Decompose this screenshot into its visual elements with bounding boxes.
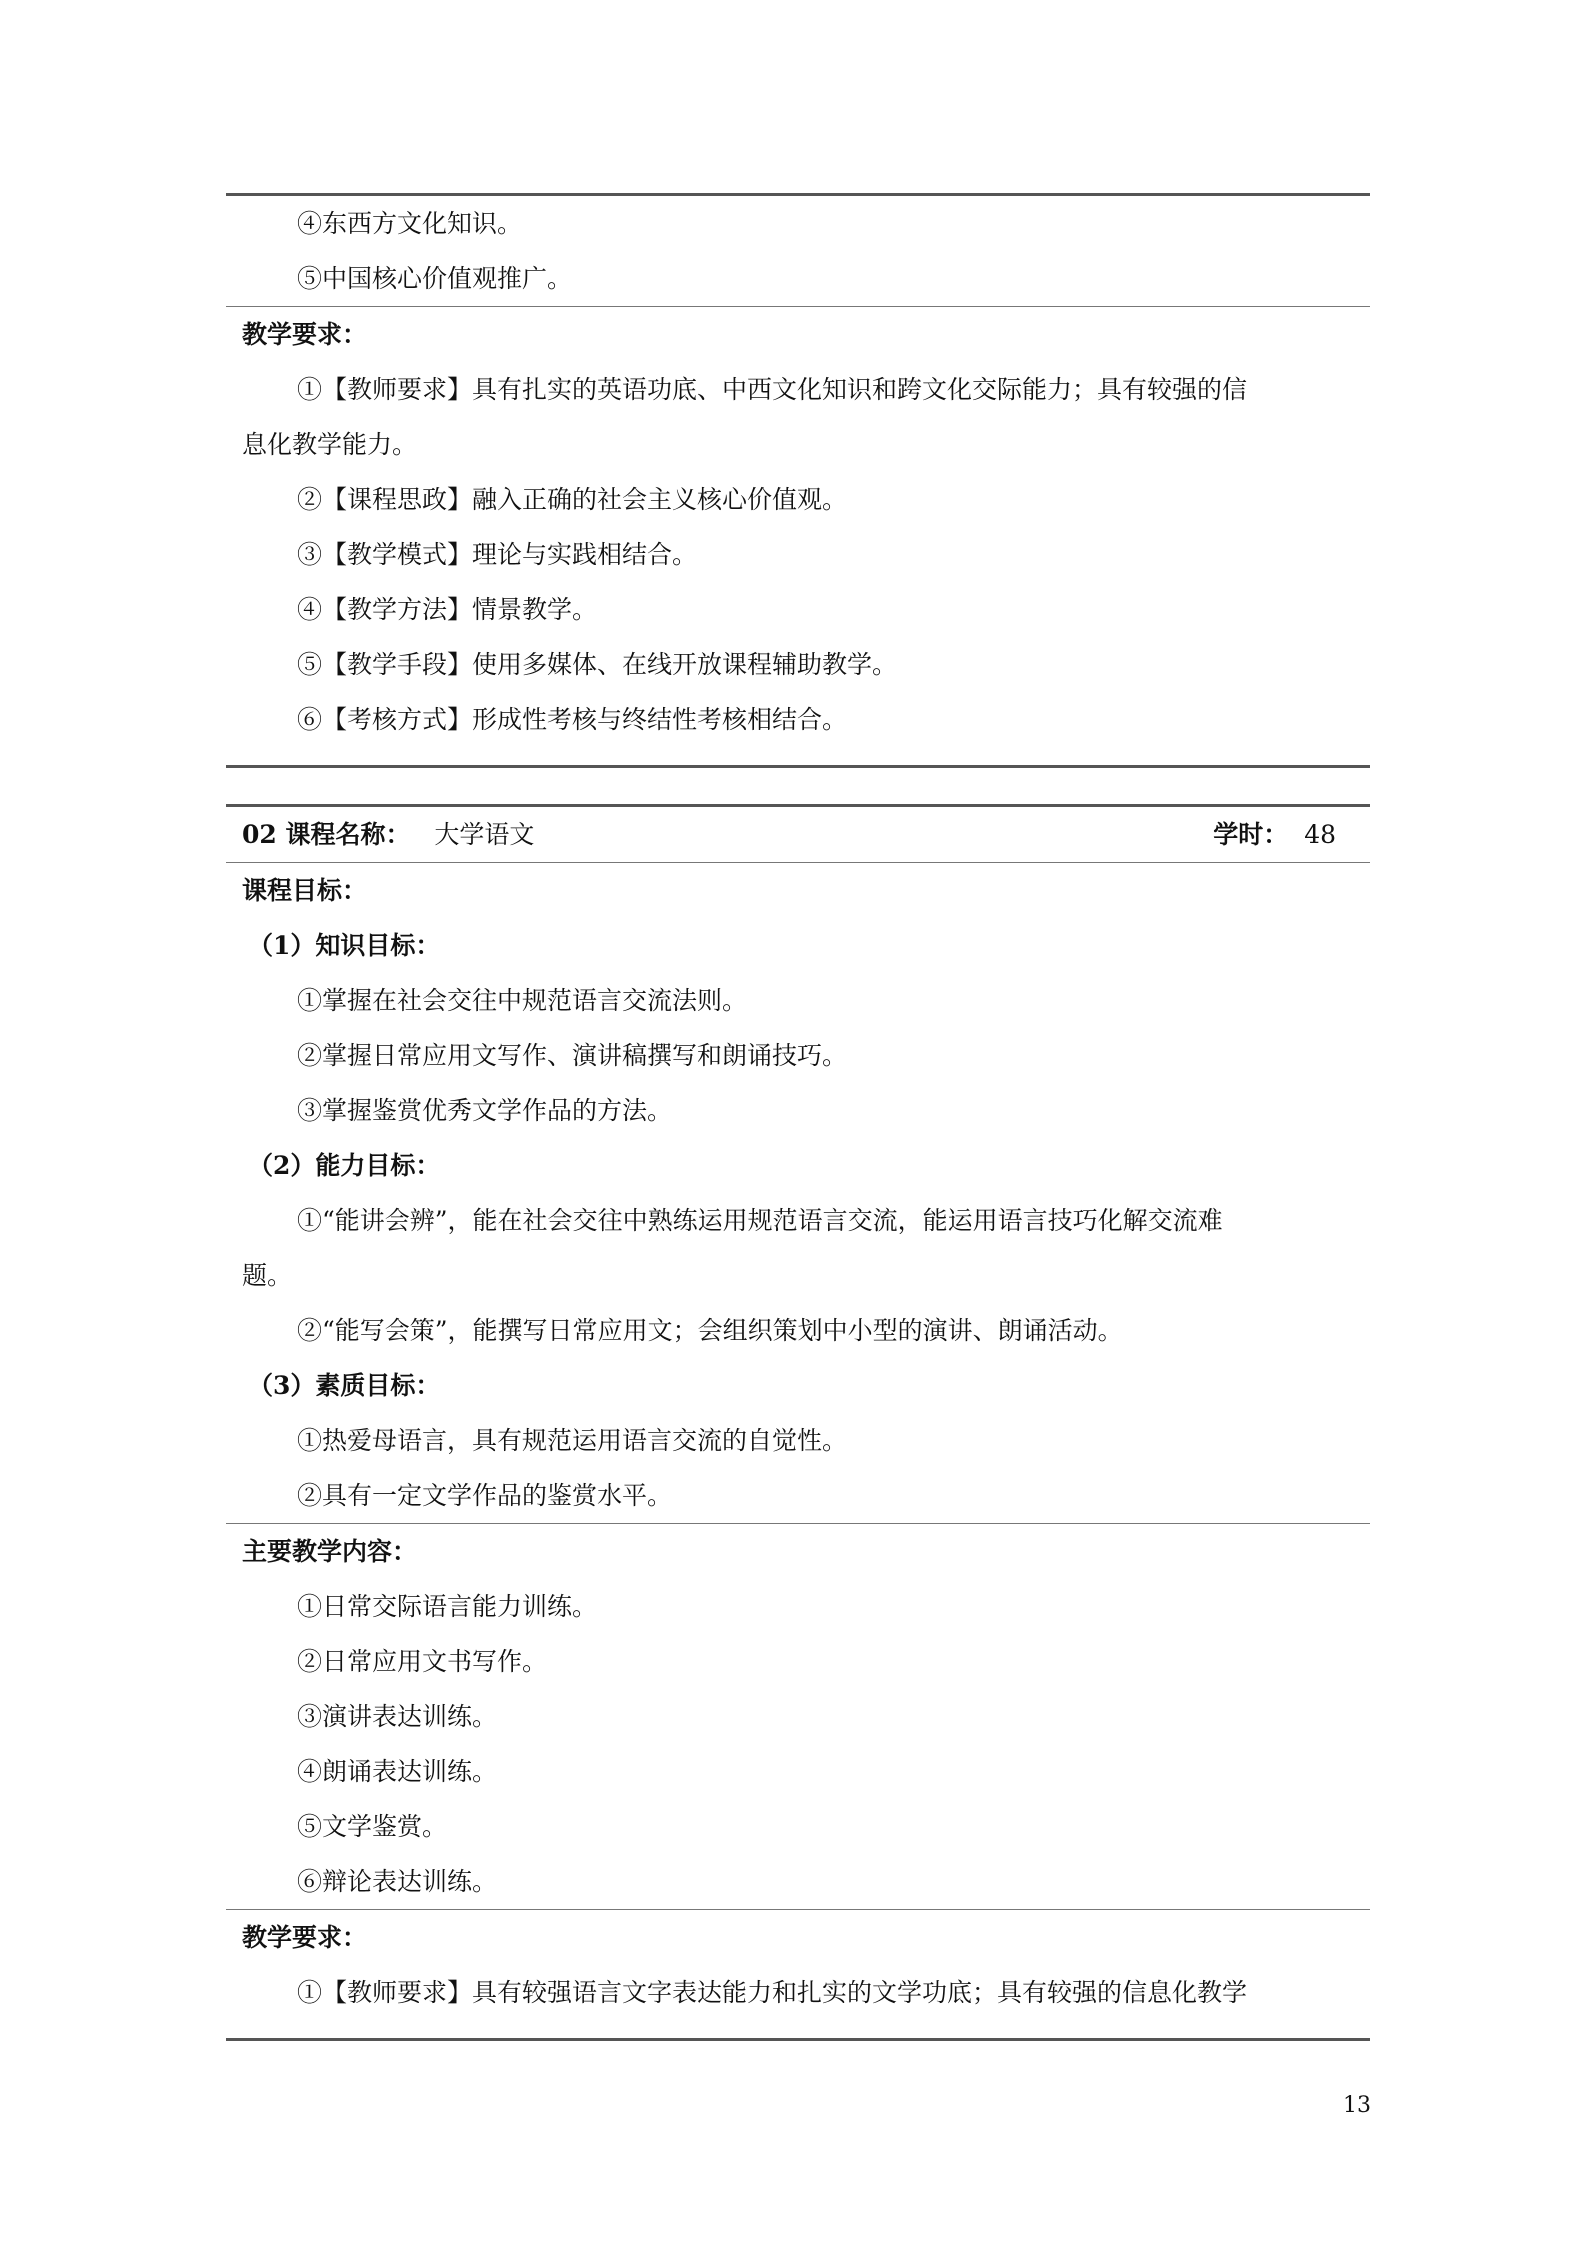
ability-item: ②“能写会策”，能撰写日常应用文；会组织策划中小型的演讲、朗诵活动。 — [297, 1316, 1123, 1345]
requirement-item-continued: 息化教学能力。 — [242, 430, 418, 459]
page-number: 13 — [1343, 2093, 1371, 2118]
knowledge-item: ②掌握日常应用文写作、演讲稿撰写和朗诵技巧。 — [297, 1041, 848, 1070]
content-item: ④东西方文化知识。 — [297, 209, 523, 238]
requirement-item: ②【课程思政】融入正确的社会主义核心价值观。 — [297, 485, 848, 514]
content-item: ⑥辩论表达训练。 — [297, 1867, 498, 1896]
ability-heading: （2）能力目标： — [248, 1151, 441, 1180]
requirements-heading: 教学要求： — [242, 1923, 368, 1952]
content-item: ⑤文学鉴赏。 — [297, 1812, 448, 1841]
content-item: ②日常应用文书写作。 — [297, 1647, 548, 1676]
quality-item: ②具有一定文学作品的鉴赏水平。 — [297, 1481, 673, 1510]
content-item: ⑤中国核心价值观推广。 — [297, 264, 573, 293]
course-hours-label: 学时： — [1213, 820, 1289, 849]
content-item: ④朗诵表达训练。 — [297, 1757, 498, 1786]
bottom-rule — [226, 2038, 1370, 2041]
requirements-heading: 教学要求： — [242, 320, 368, 349]
section-1 — [226, 193, 1370, 768]
quality-heading: （3）素质目标： — [248, 1371, 441, 1400]
course-name — [242, 807, 534, 862]
ability-item-continued: 题。 — [242, 1261, 293, 1290]
course-name-value: 大学语文 — [434, 820, 535, 849]
requirement-item: ⑥【考核方式】形成性考核与终结性考核相结合。 — [297, 705, 848, 734]
content-item: ③演讲表达训练。 — [297, 1702, 498, 1731]
requirement-item: ①【教师要求】具有扎实的英语功底、中西文化知识和跨文化交际能力；具有较强的信 — [297, 375, 1248, 404]
course-name-label: 02 课程名称： — [242, 820, 411, 849]
knowledge-heading: （1）知识目标： — [248, 931, 441, 960]
quality-item: ①热爱母语言，具有规范运用语言交流的自觉性。 — [297, 1426, 848, 1455]
bottom-rule — [226, 765, 1370, 768]
knowledge-item: ③掌握鉴赏优秀文学作品的方法。 — [297, 1096, 673, 1125]
requirement-item: ⑤【教学手段】使用多媒体、在线开放课程辅助教学。 — [297, 650, 898, 679]
course-hours — [1213, 807, 1336, 862]
course-title-row — [226, 807, 1370, 862]
content-heading: 主要教学内容： — [242, 1537, 418, 1566]
course-02 — [226, 804, 1370, 2041]
course-hours-value: 48 — [1304, 820, 1336, 849]
content-item: ①日常交际语言能力训练。 — [297, 1592, 598, 1621]
objectives-heading: 课程目标： — [242, 876, 368, 905]
requirement-item: ③【教学模式】理论与实践相结合。 — [297, 540, 698, 569]
ability-item: ①“能讲会辨”，能在社会交往中熟练运用规范语言交流，能运用语言技巧化解交流难 — [297, 1206, 1223, 1235]
knowledge-item: ①掌握在社会交往中规范语言交流法则。 — [297, 986, 748, 1015]
requirement-item: ④【教学方法】情景教学。 — [297, 595, 598, 624]
requirement-item: ①【教师要求】具有较强语言文字表达能力和扎实的文学功底；具有较强的信息化教学 — [297, 1978, 1248, 2007]
